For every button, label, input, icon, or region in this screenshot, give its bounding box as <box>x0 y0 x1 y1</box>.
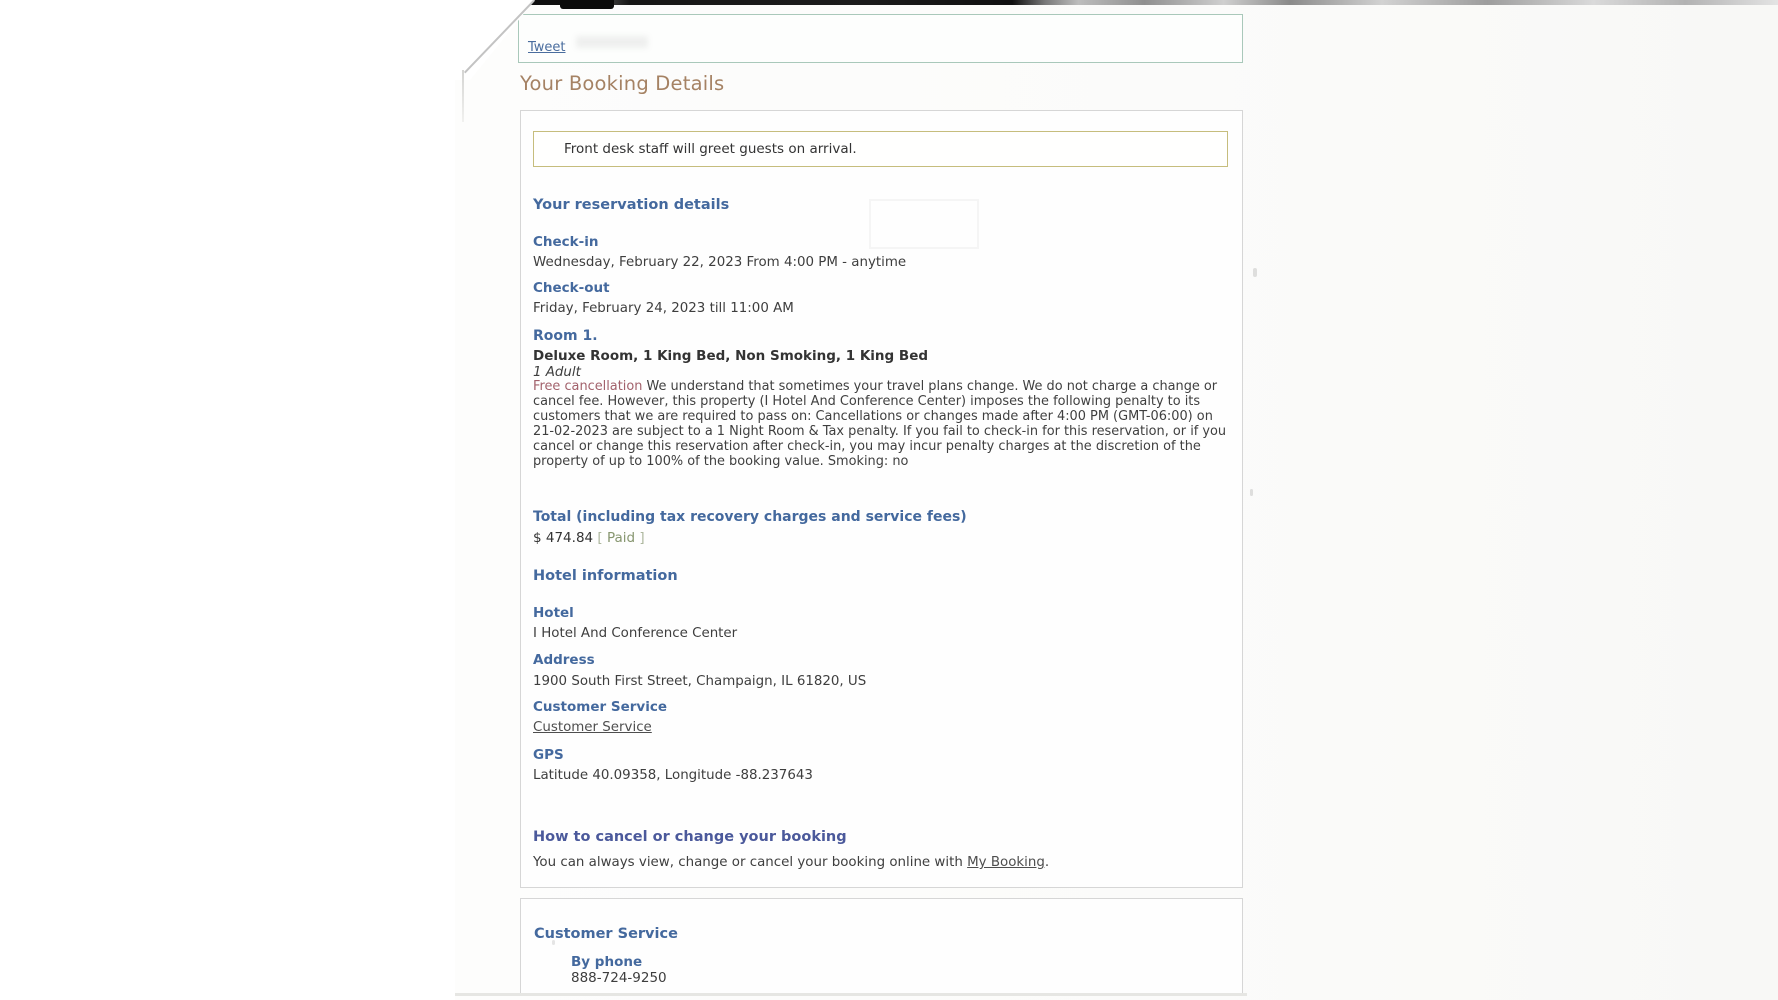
scan-edge-notch-artifact <box>560 0 614 9</box>
scan-ghost-artifact <box>869 199 979 249</box>
scan-speck-artifact <box>1250 489 1253 496</box>
phone-number: 888-724-9250 <box>571 970 667 986</box>
checkout-label: Check-out <box>533 280 610 296</box>
cancel-text-after-link: . <box>1044 855 1050 870</box>
scan-speck-artifact <box>552 940 555 945</box>
customer-service-heading: Customer Service <box>534 926 678 942</box>
room-occupancy: 1 Adult <box>533 365 581 380</box>
paid-bracket-close: ] <box>635 530 645 546</box>
my-booking-link[interactable]: My Booking <box>967 855 1045 870</box>
hotel-information-heading: Hotel information <box>533 568 678 584</box>
free-cancellation-highlight: Free cancellation <box>533 379 643 394</box>
arrival-notice-text: Front desk staff will greet guests on arrival. <box>564 141 857 157</box>
arrival-notice <box>533 131 1228 167</box>
page-title: Your Booking Details <box>520 72 725 95</box>
gps-value: Latitude 40.09358, Longitude -88.237643 <box>533 768 813 783</box>
hotel-label: Hotel <box>533 605 574 621</box>
customer-service-link[interactable]: Customer Service <box>533 720 652 735</box>
address-label: Address <box>533 652 595 668</box>
checkin-value: Wednesday, February 22, 2023 From 4:00 PM - anytime <box>533 255 907 270</box>
total-amount-line <box>533 530 1228 547</box>
customer-service-label: Customer Service <box>533 699 667 715</box>
room-name: Deluxe Room, 1 King Bed, Non Smoking, 1 King Bed <box>533 348 929 364</box>
customer-service-panel <box>520 898 1243 994</box>
reservation-details-heading: Your reservation details <box>533 197 730 213</box>
scan-crease-artifact <box>455 993 1247 996</box>
paid-badge: Paid <box>606 530 636 546</box>
booking-details-panel <box>520 110 1243 888</box>
total-label: Total (including tax recovery charges and service fees) <box>533 509 967 525</box>
scan-speck-artifact <box>1253 268 1257 277</box>
cancel-text-before-link: You can always view, change or cancel your booking online with <box>533 855 968 870</box>
scan-paper-edge <box>462 70 464 122</box>
hotel-name: I Hotel And Conference Center <box>533 626 738 641</box>
tweet-link[interactable]: Tweet <box>528 40 566 55</box>
by-phone-block <box>571 954 1228 986</box>
room-label: Room 1. <box>533 328 598 344</box>
cancellation-policy <box>533 380 1233 484</box>
scan-edge-artifact <box>458 0 1778 5</box>
scan-smudge-artifact <box>576 36 648 48</box>
cancellation-policy-text: We understand that sometimes your travel plans change. We do not charge a change or cancel fee. However, this property (I Hotel And Conference Center) imposes the following penalty to its customers that we are required to pass on: Cancellations or changes made after 4:00 PM (GMT-06:00) on 21-02-2023 are subject to a 1 Night Room & Tax penalty. If you fail to check-in for this reservation, or if you cancel or change this reservation after check-in, you may incur penalty charges at the discretion of the property of up to 100% of the booking value. Smoking: no <box>533 379 1227 469</box>
checkin-label: Check-in <box>533 234 599 250</box>
cancel-booking-text <box>533 854 1228 871</box>
checkout-value: Friday, February 24, 2023 till 11:00 AM <box>533 301 794 316</box>
cancel-booking-heading: How to cancel or change your booking <box>533 829 847 845</box>
gps-label: GPS <box>533 747 564 763</box>
paid-bracket-open: [ <box>597 530 607 546</box>
address-value: 1900 South First Street, Champaign, IL 61820, US <box>533 674 867 689</box>
total-amount: $ 474.84 <box>533 530 594 546</box>
by-phone-label: By phone <box>571 954 643 970</box>
customer-service-link-row <box>533 719 1228 736</box>
